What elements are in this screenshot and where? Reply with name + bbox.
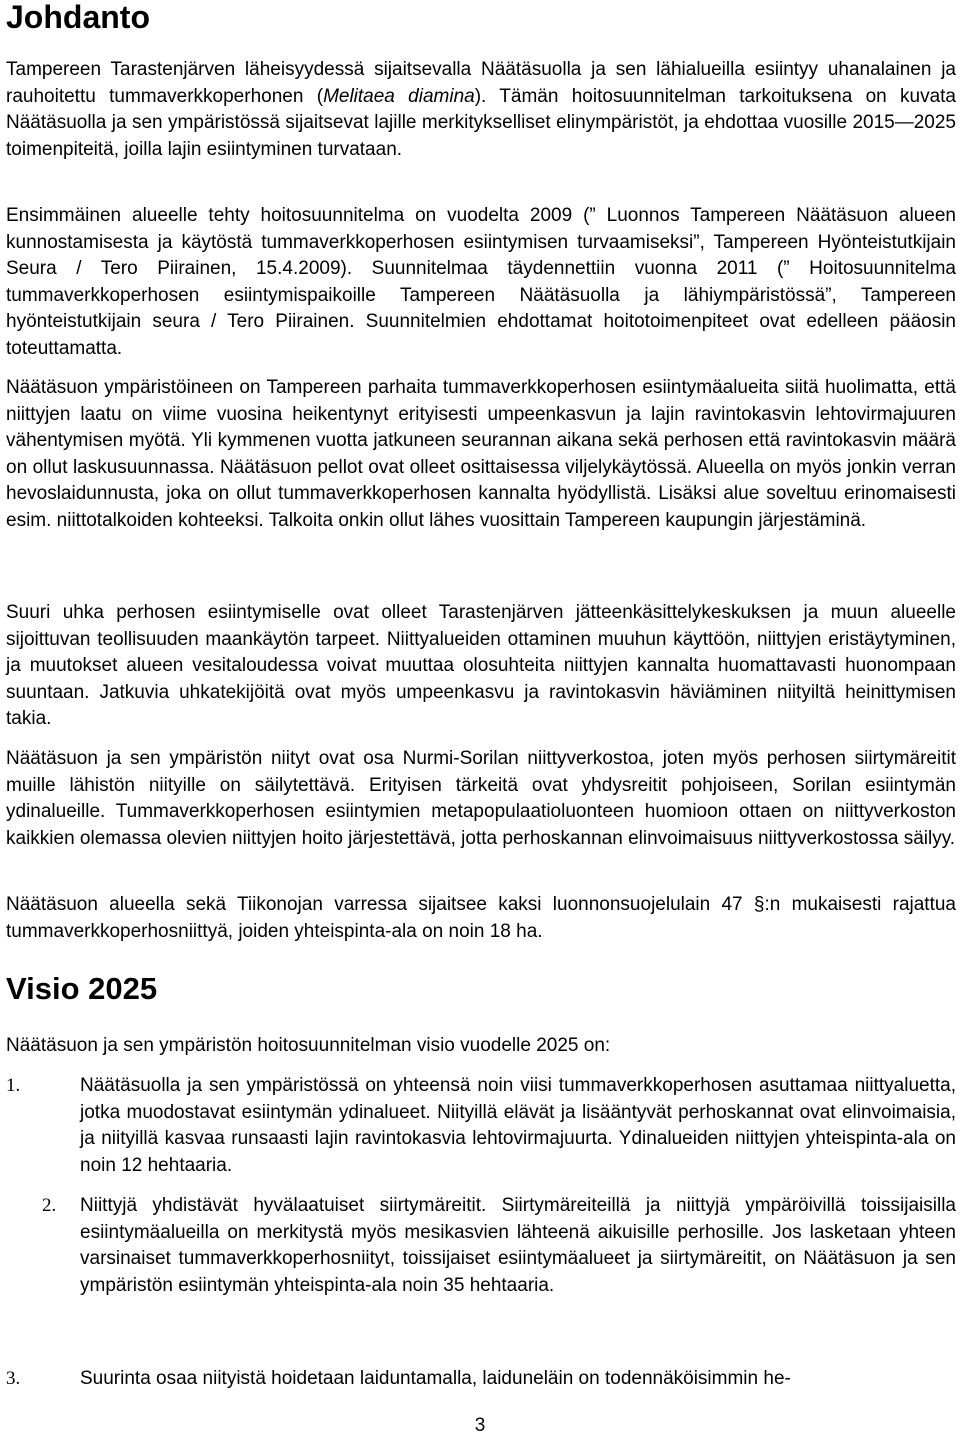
list-item-number: 1. [6,1075,21,1096]
heading-visio: Visio 2025 [6,971,158,1006]
page-number: 3 [474,1415,486,1436]
paragraph-habitat-status: Näätäsuon ympäristöineen on Tampereen parhaita tummaverkkoperhosen esiintymäalueita siitä huolimatta, että niittyjen laatu on viime vuosina heikentynyt erityisesti umpeenkasvun ja lajin ravintokasvin lehtovirmajuuren vähentymisen myötä. Yli kymmenen vuotta jatkuneen seurannan aikana sekä perhosen että ravintokasvin määrä on ollut laskusuunnassa. Näätäsuon pellot ovat olleet osittaisessa viljelykäytössä. Alueella on myös jonkin verran hevoslaidunnusta, joka on ollut tummaverkkoperhosen kannalta hyödyllistä. Lisäksi alue soveltuu erinomaisesti esim. niittotalkoiden kohteeksi. Talkoita onkin ollut lähes vuosittain Tampereen kaupungin järjestäminä. [6,377,956,531]
list-item-text: Näätäsuolla ja sen ympäristössä on yhteensä noin viisi tummaverkkoperhosen asuttamaa niittyaluetta, jotka muodostavat esiintymän ydinalueet. Niityillä elävät ja lisääntyvät perhoskannat ovat elinvoimaisia, ja niityillä kasvaa runsaasti lajin ravintokasvia lehtovirmajuurta. Ydinalueiden niittyjen yhteispinta-ala on noin 12 hehtaaria. [80,1075,956,1176]
paragraph-protected-meadows: Näätäsuon alueella sekä Tiikonojan varressa sijaitsee kaksi luonnonsuojelulain 47 §:n mukaisesti rajattua tummaverkkoperhosniittyä, joiden yhteispinta-ala on noin 18 ha. [6,894,956,942]
list-item-text: Niittyjä yhdistävät hyvälaatuiset siirtymäreitit. Siirtymäreiteillä ja niittyjä ympäröivillä toissijaisilla esiintymäalueilla on merkitystä myös mesikasvien lähteenä aikuisille perhosille. Jos lasketaan yhteen varsinaiset tummaverkkoperhosniityt, toissijaiset esiintymäalueet ja siirtymäreitit, on Näätäsuon ja sen ympäristön esiintymän yhteispinta-ala noin 35 hehtaaria. [80,1195,956,1296]
paragraph-intro [6,57,956,163]
heading-johdanto: Johdanto [6,0,150,35]
paragraph-intro-part-b: ). Tämän hoitosuunnitelman tarkoituksena on kuvata Näätäsuolla ja sen ympäristössä sijaitsevat lajille merkitykselliset elinympäristöt, ja ehdottaa vuosille 2015—2025 toimenpiteitä, joilla lajin esiintyminen turvataan. [6,85,956,160]
paragraph-vision-intro: Näätäsuon ja sen ympäristön hoitosuunnitelman visio vuodelle 2025 on: [6,1035,611,1056]
species-name: Melitaea diamina [323,85,475,107]
paragraph-intro-part-a: Tampereen Tarastenjärven läheisyydessä sijaitsevalla Näätäsuolla ja sen lähialueilla esiintyy uhanalainen ja rauhoitettu tummaverkkoperhonen ( [6,59,956,107]
list-item-number: 3. [6,1368,21,1389]
list-item-text: Suurinta osaa niityistä hoidetaan laiduntamalla, laiduneläin on todennäköisimmin he- [80,1368,791,1389]
paragraph-threats: Suuri uhka perhosen esiintymiselle ovat olleet Tarastenjärven jätteenkäsittelykeskuksen ja muun alueelle sijoittuvan teollisuuden maankäytön tarpeet. Niittyalueiden ottaminen muuhun käyttöön, niittyjen eristäytyminen, ja muutokset alueen vesitaloudessa voivat muuttaa olosuhteita niittyjen kannalta huomattavasti huonompaan suuntaan. Jatkuvia uhkatekijöitä ovat myös umpeenkasvu ja ravintokasvin häviäminen niityiltä heinittymisen takia. [6,602,956,730]
paragraph-previous-plans: Ensimmäinen alueelle tehty hoitosuunnitelma on vuodelta 2009 (” Luonnos Tampereen Näätäsuon alueen kunnostamisesta ja käytöstä tummaverkkoperhosen esiintymisen turvaamiseksi”, Tampereen Hyönteistutkijain Seura / Tero Piirainen, 15.4.2009). Suunnitelmaa täydennettiin vuonna 2011 (” Hoitosuunnitelma tummaverkkoperhosen esiintymispaikoille Tampereen Näätäsuolla ja lähiympäristössä”, Tampereen hyönteistutkijain seura / Tero Piirainen. Suunnitelmien ehdottamat hoitotoimenpiteet ovat edelleen pääosin toteuttamatta. [6,205,956,359]
paragraph-meadow-network: Näätäsuon ja sen ympäristön niityt ovat osa Nurmi-Sorilan niittyverkostoa, joten myös perhosen siirtymäreitit muille lähistön niityille on säilytettävä. Erityisen tärkeitä ovat yhdysreitit pohjoiseen, Sorilan esiintymän ydinalueille. Tummaverkkoperhosen esiintymien metapopulaatioluonteen huomioon ottaen on niittyverkoston kaikkien olemassa olevien niittyjen hoito järjestettävä, jotta perhoskannan elinvoimaisuus niittyverkostossa säilyy. [6,748,956,849]
list-item-number: 2. [42,1195,57,1216]
